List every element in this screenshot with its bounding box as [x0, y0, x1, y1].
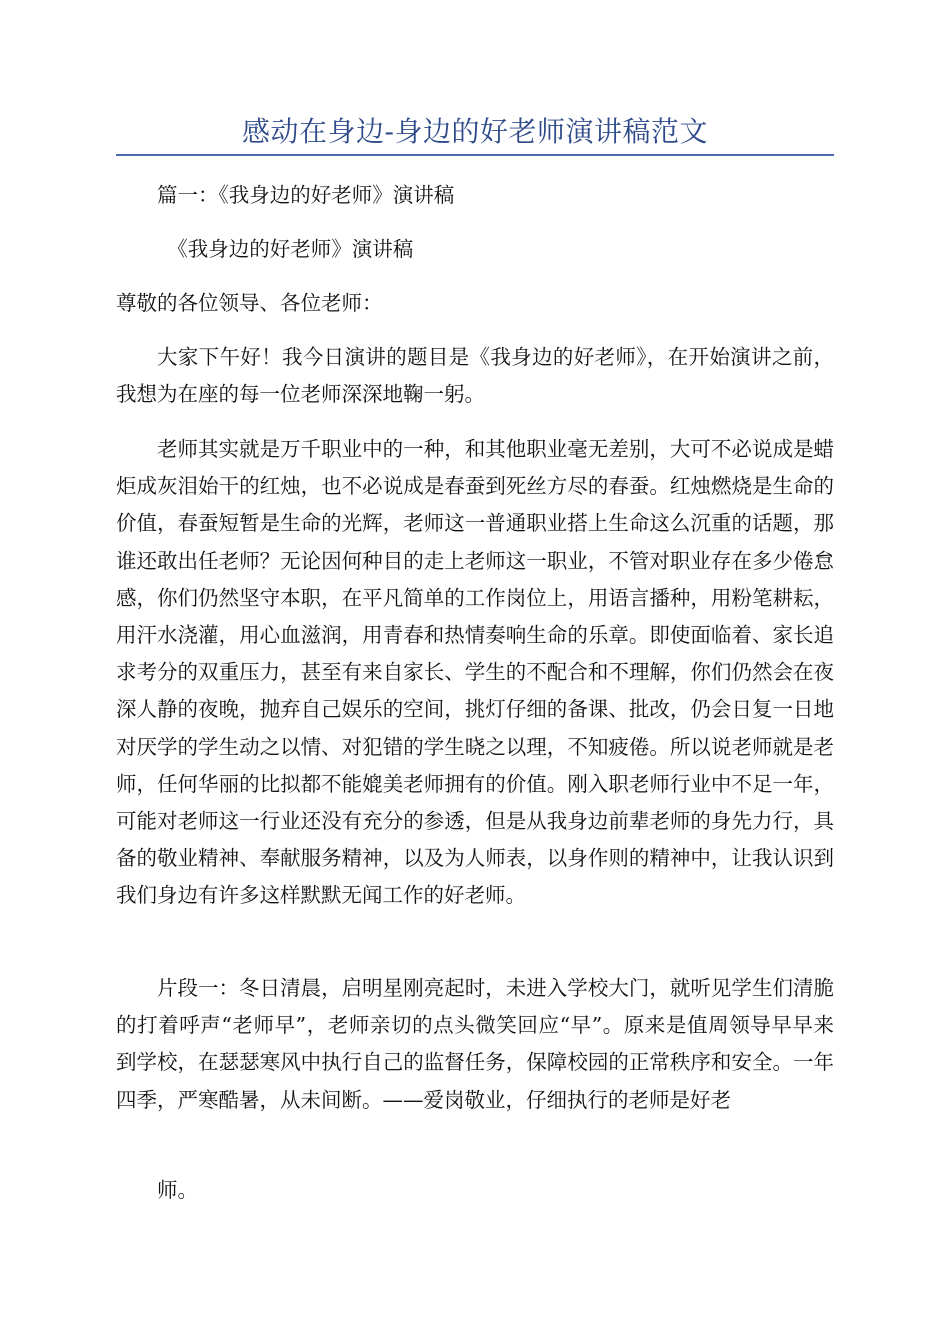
speech-title: 《我身边的好老师》演讲稿 — [167, 237, 414, 261]
continuation-paragraph: 师。 — [157, 1178, 198, 1202]
fragment-paragraph: 片段一：冬日清晨，启明星刚亮起时，未进入学校大门，就听见学生们清脆的打着呼声“老师早”，老师亲切的点头微笑回应“早”。原来是值周领导早早来到学校，在瑟瑟寒风中执行自己的监督任务，保障校园的正常秩序和安全。一年四季，严寒酷暑，从未间断。——爱岗敬业，仔细执行的老师是好老 — [116, 976, 834, 1112]
salutation: 尊敬的各位领导、各位老师： — [116, 291, 383, 315]
title-underline — [116, 154, 834, 156]
document-page — [116, 0, 834, 1344]
opening-paragraph: 大家下午好！我今日演讲的题目是《我身边的好老师》，在开始演讲之前，我想为在座的每一位老师深深地鞠一躬。 — [116, 345, 834, 407]
document-title: 感动在身边-身边的好老师演讲稿范文 — [242, 115, 708, 148]
body-paragraph: 老师其实就是万千职业中的一种，和其他职业毫无差别，大可不必说成是蜡炬成灰泪始干的红烛，也不必说成是春蚕到死丝方尽的春蚕。红烛燃烧是生命的价值，春蚕短暂是生命的光辉，老师这一普通职业搭上生命这么沉重的话题，那谁还敢出任老师？无论因何种目的走上老师这一职业，不管对职业存在多少倦怠感，你们仍然坚守本职，在平凡简单的工作岗位上，用语言播种，用粉笔耕耘，用汗水浇灌，用心血滋润，用青春和热情奏响生命的乐章。即使面临着、家长追求考分的双重压力，甚至有来自家长、学生的不配合和不理解，你们仍然会在夜深人静的夜晚，抛弃自己娱乐的空间，挑灯仔细的备课、批改，仍会日复一日地对厌学的学生动之以情、对犯错的学生晓之以理，不知疲倦。所以说老师就是老师，任何华丽的比拟都不能媲美老师拥有的价值。刚入职老师行业中不足一年，可能对老师这一行业还没有充分的参透，但是从我身边前辈老师的身先力行，具备的敬业精神、奉献服务精神，以及为人师表，以身作则的精神中，让我认识到我们身边有许多这样默默无闻工作的好老师。 — [116, 437, 834, 908]
section-heading: 篇一：《我身边的好老师》演讲稿 — [157, 183, 455, 207]
